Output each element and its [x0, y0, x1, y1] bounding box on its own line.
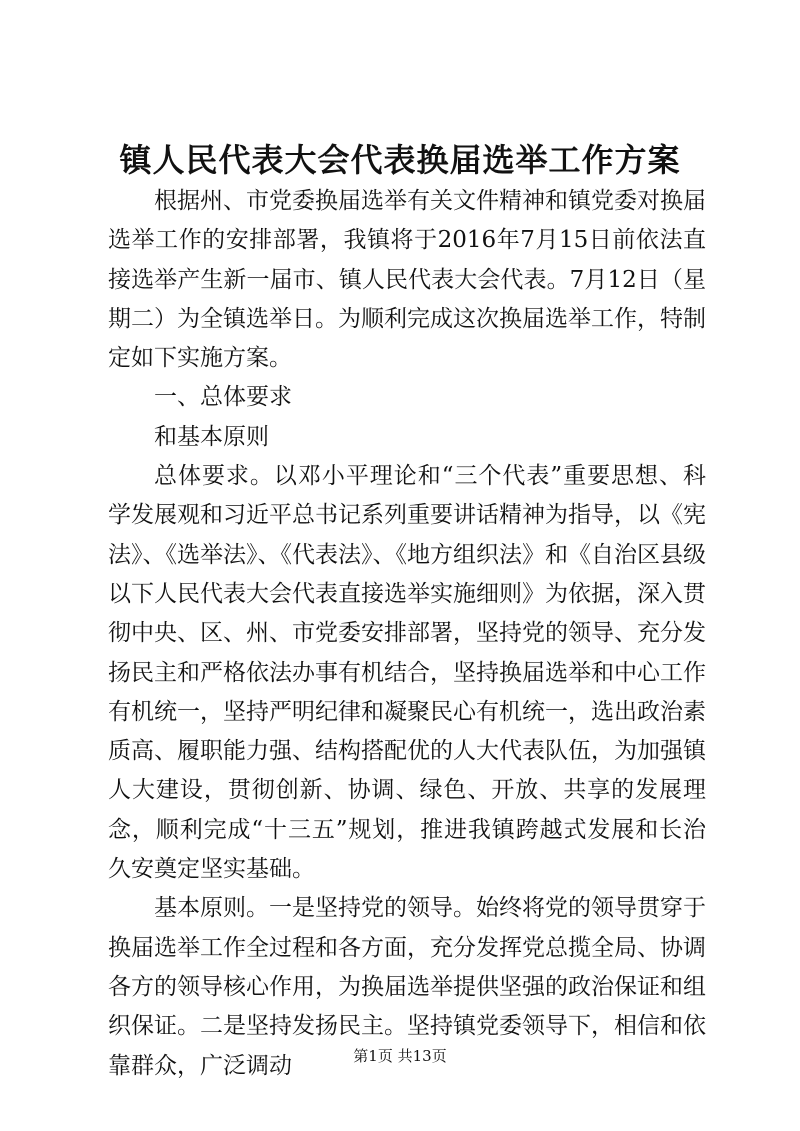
document-title: 镇人民代表大会代表换届选举工作方案	[119, 141, 681, 179]
section-heading-1: 一、总体要求	[154, 384, 292, 411]
paragraph-general-requirements: 总体要求。以邓小平理论和“三个代表”重要思想、科学发展观和习近平总书记系列重要讲话精神为指导，以《宪法》、《选举法》、《代表法》、《地方组织法》和《自治区县级以下人民代表大会代表直接选举实施细则》为依据，深入贯彻中央、区、州、市党委安排部署，坚持党的领导、充分发扬民主和严格依法办事有机结合，坚持换届选举和中心工作有机统一，坚持严明纪律和凝聚民心有机统一，选出政治素质高、履职能力强、结构搭配优的人大代表队伍，为加强镇人大建设，贯彻创新、协调、绿色、开放、共享的发展理念，顺利完成“十三五”规划，推进我镇跨越式发展和长治久安奠定坚实基础。	[108, 463, 706, 883]
page-number-footer: 第1页 共13页	[353, 1047, 447, 1065]
section-heading-1-continued: 和基本原则	[154, 423, 269, 450]
paragraph-basic-principles: 基本原则。一是坚持党的领导。始终将党的领导贯穿于换届选举工作全过程和各方面，充分发挥党总揽全局、协调各方的领导核心作用，为换届选举提供坚强的政治保证和组织保证。二是坚持发扬民主。坚持镇党委领导下，相信和依靠群众，广泛调动	[108, 895, 706, 1079]
document-body	[108, 182, 706, 1086]
paragraph-intro: 根据州、市党委换届选举有关文件精神和镇党委对换届选举工作的安排部署，我镇将于2016年7月15日前依法直接选举产生新一届市、镇人民代表大会代表。7月12日（星期二）为全镇选举日。为顺利完成这次换届选举工作，特制定如下实施方案。	[108, 188, 706, 372]
